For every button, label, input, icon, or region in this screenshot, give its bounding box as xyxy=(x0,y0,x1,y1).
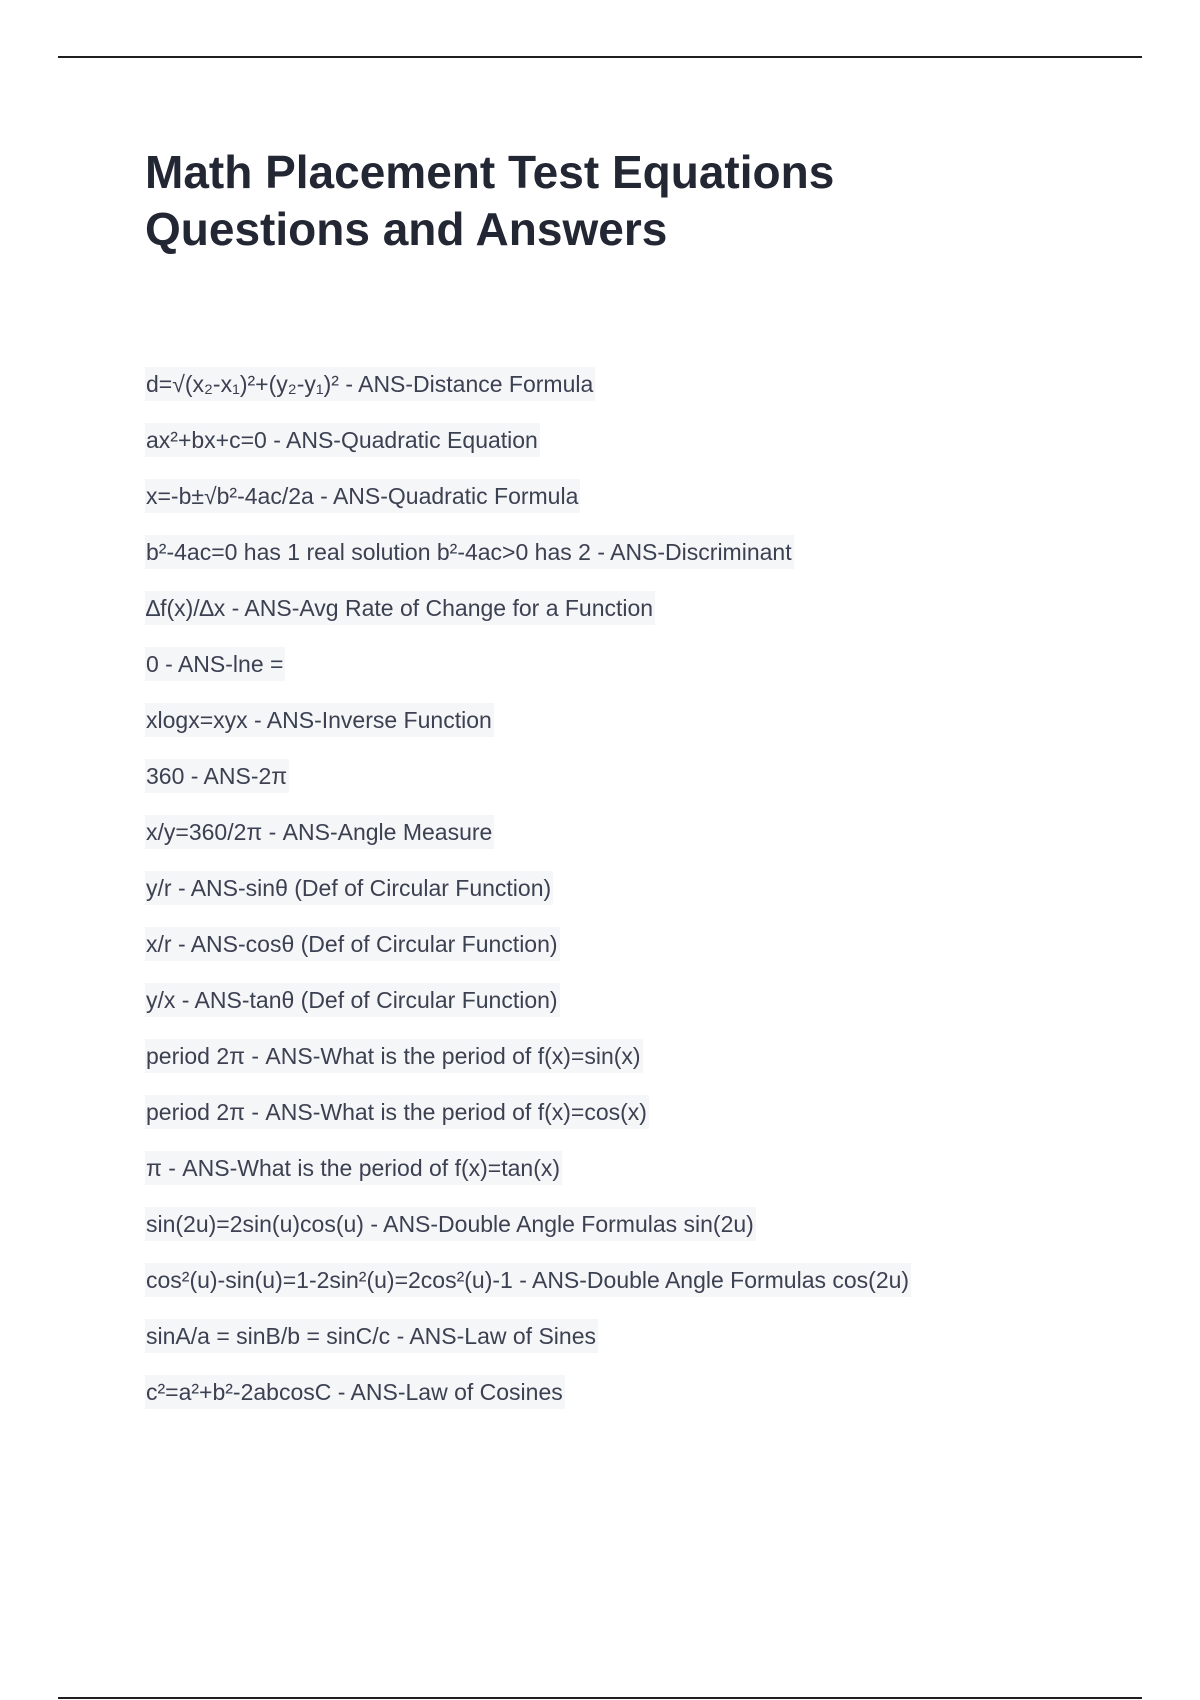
qa-entry-text: y/x - ANS-tanθ (Def of Circular Function) xyxy=(145,983,560,1017)
list-item xyxy=(145,591,911,647)
qa-entry-text: π - ANS-What is the period of f(x)=tan(x) xyxy=(145,1151,562,1185)
qa-entry-text: 0 - ANS-lne = xyxy=(145,647,285,681)
list-item xyxy=(145,983,911,1039)
list-item xyxy=(145,367,911,423)
list-item xyxy=(145,479,911,535)
list-item xyxy=(145,1319,911,1375)
list-item xyxy=(145,1207,911,1263)
qa-entry-text: y/r - ANS-sinθ (Def of Circular Function) xyxy=(145,871,553,905)
list-item xyxy=(145,703,911,759)
qa-entry-text: x=-b±√b²-4ac/2a - ANS-Quadratic Formula xyxy=(145,479,580,513)
qa-entry-text: ∆f(x)/∆x - ANS-Avg Rate of Change for a Function xyxy=(145,591,655,625)
list-item xyxy=(145,1151,911,1207)
list-item xyxy=(145,871,911,927)
list-item xyxy=(145,1263,911,1319)
page-title: Math Placement Test Equations Questions and Answers xyxy=(145,146,835,255)
list-item xyxy=(145,1375,911,1431)
list-item xyxy=(145,647,911,703)
qa-entry-text: c²=a²+b²-2abcosC - ANS-Law of Cosines xyxy=(145,1375,565,1409)
qa-entry-text: x/r - ANS-cosθ (Def of Circular Function) xyxy=(145,927,560,961)
qa-entry-text: ax²+bx+c=0 - ANS-Quadratic Equation xyxy=(145,423,540,457)
qa-entry-text: sin(2u)=2sin(u)cos(u) - ANS-Double Angle Formulas sin(2u) xyxy=(145,1207,756,1241)
qa-list xyxy=(145,367,911,1431)
qa-entry-text: 360 - ANS-2π xyxy=(145,759,289,793)
list-item xyxy=(145,759,911,815)
qa-entry-text: x/y=360/2π - ANS-Angle Measure xyxy=(145,815,494,849)
list-item xyxy=(145,423,911,479)
header-divider xyxy=(58,56,1142,58)
list-item xyxy=(145,535,911,591)
list-item xyxy=(145,815,911,871)
qa-entry-text: b²-4ac=0 has 1 real solution b²-4ac>0 has 2 - ANS-Discriminant xyxy=(145,535,794,569)
qa-entry-text: d=√(x₂-x₁)²+(y₂-y₁)² - ANS-Distance Formula xyxy=(145,367,595,401)
qa-entry-text: period 2π - ANS-What is the period of f(x)=cos(x) xyxy=(145,1095,649,1129)
list-item xyxy=(145,927,911,983)
footer-divider xyxy=(58,1697,1142,1699)
list-item xyxy=(145,1095,911,1151)
qa-entry-text: xlogx=xyx - ANS-Inverse Function xyxy=(145,703,494,737)
qa-entry-text: period 2π - ANS-What is the period of f(x)=sin(x) xyxy=(145,1039,643,1073)
list-item xyxy=(145,1039,911,1095)
qa-entry-text: cos²(u)-sin(u)=1-2sin²(u)=2cos²(u)-1 - ANS-Double Angle Formulas cos(2u) xyxy=(145,1263,911,1297)
qa-entry-text: sinA/a = sinB/b = sinC/c - ANS-Law of Sines xyxy=(145,1319,598,1353)
